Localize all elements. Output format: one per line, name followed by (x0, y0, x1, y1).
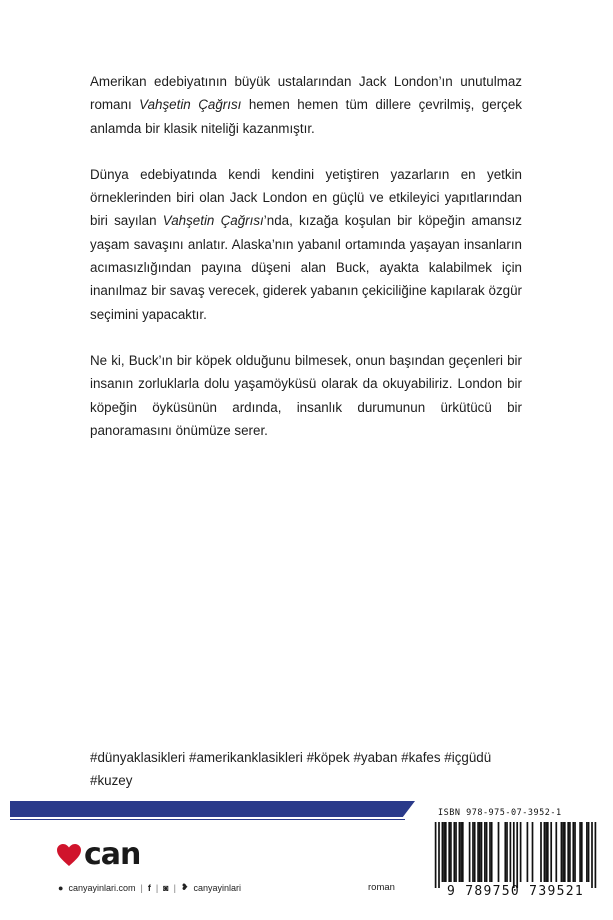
barcode-bar (445, 822, 447, 882)
barcode-bar (569, 822, 571, 882)
barcode-bar (486, 822, 488, 882)
barcode-bar (527, 822, 529, 882)
book-title: Vahşetin Çağrısı (139, 97, 242, 113)
divider: | (140, 882, 143, 893)
barcode-bar (491, 822, 493, 882)
logo-wordmark: can (84, 837, 141, 872)
barcode-bar (562, 822, 564, 882)
barcode-bar (510, 822, 512, 882)
website-link[interactable]: canyayinlari.com (68, 882, 136, 893)
barcode-bar (579, 822, 581, 882)
category-label: roman (368, 882, 395, 893)
barcode-bar (484, 822, 486, 882)
barcode-bar (442, 822, 444, 882)
barcode-bar (550, 822, 552, 882)
barcode-bar (438, 822, 440, 888)
barcode-bar (595, 822, 597, 888)
book-title: Vahşetin Çağrısı (162, 213, 264, 229)
isbn-label: ISBN 978-975-07-3952-1 (438, 808, 562, 818)
barcode-bar (555, 822, 557, 882)
instagram-icon[interactable]: ◙ (163, 882, 169, 893)
barcode-bar (572, 822, 574, 882)
barcode-bar (435, 822, 437, 888)
divider: | (173, 882, 176, 893)
barcode-graphic (428, 822, 603, 888)
barcode-bar (489, 822, 491, 882)
barcode-bar (443, 822, 445, 882)
barcode-bar (540, 822, 542, 882)
barcode-bar (574, 822, 576, 882)
paragraph-3: Ne ki, Buck’ın bir köpek olduğunu bilmesek, onun başından geçenleri bir insanın zorluklarla dolu yaşamöyküsü olarak da okuyabiliriz. London bir köpeğin öyküsünün ardında, insanlık durumunun ürkütücü bir panoramasını önümüze serer. (90, 352, 522, 438)
back-cover-text (90, 70, 522, 465)
barcode-bar (481, 822, 483, 882)
barcode-bar (506, 822, 508, 882)
social-handle[interactable]: canyayinlari (193, 882, 242, 893)
barcode-bar (479, 822, 481, 882)
brand-stripe (10, 801, 415, 817)
barcode-bar (498, 822, 500, 882)
barcode-bar (564, 822, 566, 882)
barcode-bar (453, 822, 455, 882)
divider: | (155, 882, 159, 893)
publisher-logo (56, 837, 141, 872)
barcode-digits: 9 789750 739521 (447, 884, 584, 899)
hashtags: #dünyaklasikleri #amerikanklasikleri #köpek #yaban #kafes #içgüdü #kuzey (90, 750, 492, 789)
brand-stripe-line (10, 819, 405, 820)
barcode-bar (459, 822, 461, 882)
barcode-bar (544, 822, 546, 882)
barcode-bar (474, 822, 476, 882)
barcode-bar (462, 822, 464, 882)
barcode-bar (477, 822, 479, 882)
barcode-bar (567, 822, 569, 882)
barcode-bar (450, 822, 452, 882)
paragraph-1: Amerikan edebiyatının büyük ustalarından Jack London’ın unutulmaz romanı Vahşetin Çağrısı hemen hemen tüm dillere çevrilmiş, gerçek anlamda bir klasik niteliği kazanmıştır. (90, 74, 522, 136)
barcode-bar (455, 822, 457, 882)
barcode-bar (581, 822, 583, 882)
social-links (58, 882, 241, 893)
barcode-bar (448, 822, 450, 882)
isbn-barcode (428, 808, 603, 912)
barcode-bar (561, 822, 563, 882)
globe-icon: ● (58, 882, 64, 893)
barcode-bar (513, 822, 515, 888)
barcode-bar (504, 822, 506, 882)
facebook-icon[interactable]: f (147, 882, 151, 893)
barcode-bar (469, 822, 471, 882)
twitter-icon[interactable]: ❥ (180, 882, 189, 892)
barcode-bar (547, 822, 549, 882)
heart-icon (56, 843, 82, 867)
barcode-bar (591, 822, 593, 888)
barcode-bar (460, 822, 462, 882)
barcode-bar (586, 822, 588, 882)
barcode-bar (472, 822, 474, 882)
barcode-bar (520, 822, 522, 882)
barcode-bar (532, 822, 534, 882)
barcode-bar (588, 822, 590, 882)
barcode-bar (516, 822, 518, 888)
barcode-bar (545, 822, 547, 882)
paragraph-2: Dünya edebiyatında kendi kendini yetiştiren yazarların en yetkin örneklerinden biri olan Jack London en güçlü ve etkileyici yapıtlarından biri sayılan Vahşetin Çağrısı’nda, kızağa koşulan bir köpeğin amansız yaşam savaşını anlatır. Alaska’nın yabanıl ortamında yaşayan insanların acımasızlığından payına düşeni alan Buck, ayakta kalabilmek için inanılmaz bir savaş verecek, giderek yabanın çekiciliğine kapılarak özgür seçimini yapacaktır. (90, 166, 522, 322)
